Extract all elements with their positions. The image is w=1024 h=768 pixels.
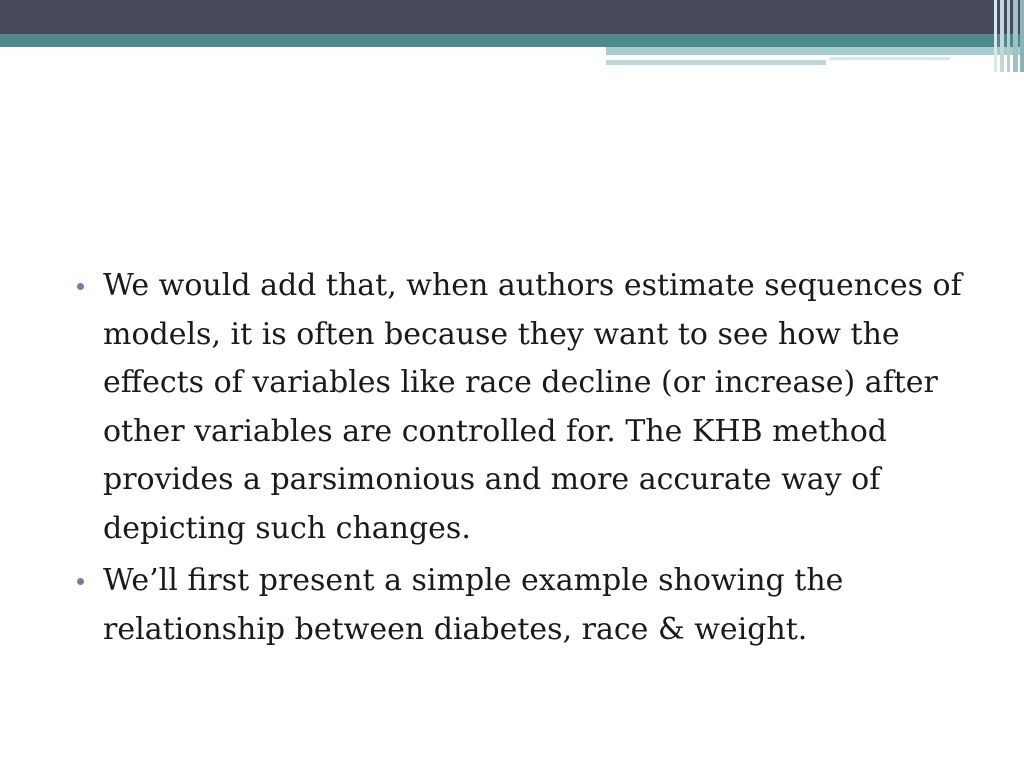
header-accent-bar	[606, 60, 826, 65]
corner-stripe	[1007, 0, 1010, 72]
bullet-text: We would add that, when authors estimate sequences of models, it is often because they want to see how the effects of variables like race decline (or increase) after other variables are controlled for. The KHB method provides a parsimonious and more accurate way of depicting such changes.	[103, 268, 962, 546]
bullet-icon	[77, 283, 84, 290]
corner-stripe	[1020, 0, 1024, 72]
bullet-item	[74, 557, 974, 654]
header-band-teal	[0, 34, 1024, 47]
corner-stripes	[992, 0, 1024, 72]
header-accent-bar	[606, 47, 1024, 55]
slide-body	[74, 262, 974, 658]
bullet-text: We’ll first present a simple example showing the relationship between diabetes, race & weight.	[103, 563, 844, 647]
bullet-icon	[77, 578, 84, 585]
corner-stripe	[1000, 0, 1004, 72]
bullet-item	[74, 262, 974, 553]
corner-stripe	[994, 0, 997, 72]
bullet-list	[74, 262, 974, 654]
header-band-dark	[0, 0, 1024, 34]
header-accent-bar	[830, 57, 950, 60]
corner-stripe	[1013, 0, 1018, 72]
